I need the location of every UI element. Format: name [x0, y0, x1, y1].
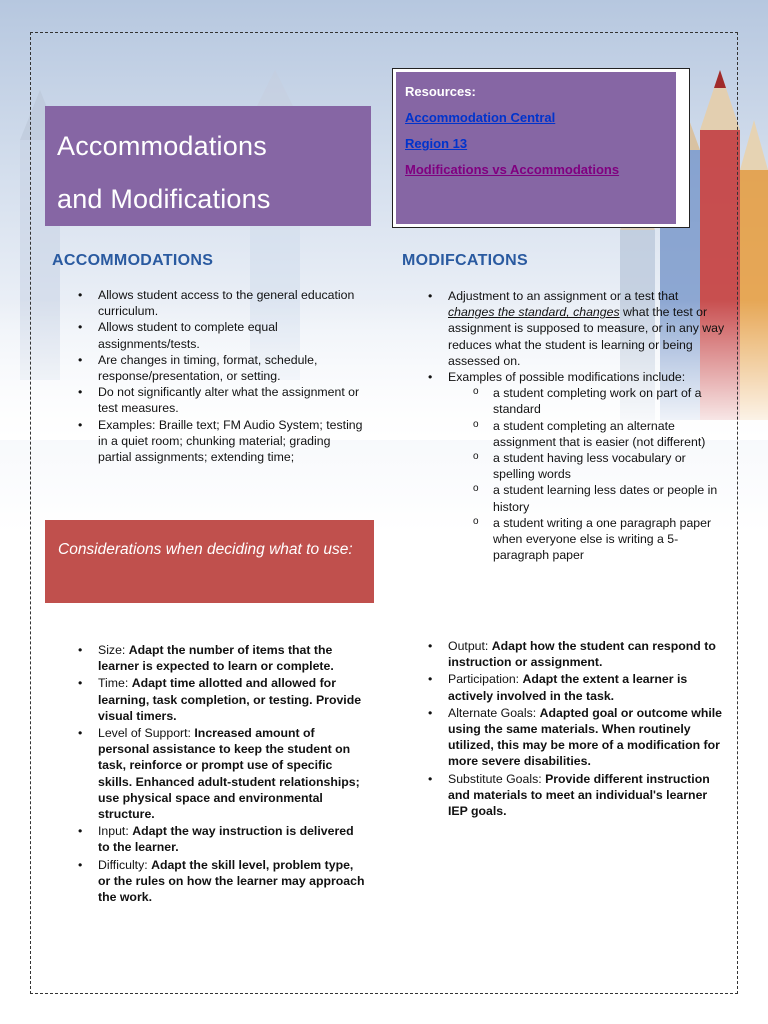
item-text: Adapt how the student can respond to instruction or assignment. — [448, 639, 716, 670]
list-item: • Examples: Braille text; FM Audio System; testing in a quiet room; chunking material; grading partial assignments; extending time; — [76, 417, 366, 466]
item-text: Adapted goal or outcome while using the same materials. When routinely utilized, this may be more of a modification for more severe disabilities. — [448, 705, 723, 769]
resources-list — [405, 84, 680, 188]
list-item — [76, 823, 368, 855]
example-item: o a student writing a one paragraph paper when everyone else is writing a 5-paragraph paper — [471, 515, 726, 564]
considerations-right-list — [426, 638, 722, 820]
link-region-13[interactable]: Region 13 — [405, 136, 468, 151]
link-modifications-vs-accommodations[interactable]: Modifications vs Accommodations — [405, 162, 620, 177]
list-item — [76, 725, 368, 822]
item-label: Level of Support: — [98, 726, 195, 741]
list-item: • Allows student to complete equal assignments/tests. — [76, 319, 366, 351]
mod-item2: Examples of possible modifications include: — [448, 370, 686, 385]
title-line-1: Accommodations — [57, 131, 267, 161]
title-line-2: and Modifications — [57, 184, 271, 214]
mod-item1-emphasis: changes the standard, changes — [448, 305, 620, 320]
list-item — [76, 675, 368, 724]
list-item — [426, 369, 726, 563]
item-label: Substitute Goals: — [448, 771, 546, 786]
considerations-left-list — [76, 642, 368, 906]
modifications-heading: MODIFCATIONS — [402, 252, 528, 269]
accommodations-list — [76, 287, 366, 465]
list-item — [426, 638, 722, 670]
item-text: Adapt the extent a learner is actively involved in the task. — [448, 672, 688, 703]
list-item — [426, 771, 722, 820]
item-text: Adapt the skill level, problem type, or the rules on how the learner may approach the work. — [98, 857, 365, 905]
item-text: Adapt the number of items that the learner is expected to learn or complete. — [98, 643, 334, 674]
link-accommodation-central[interactable]: Accommodation Central — [405, 110, 556, 125]
accommodations-heading: ACCOMMODATIONS — [52, 252, 214, 269]
item-text: Increased amount of personal assistance to keep the student on task, reinforce or prompt use of specific skills. Enhanced adult-student relationships; use physical space and environmental structure. — [98, 726, 360, 822]
page-title — [57, 120, 367, 226]
item-label: Input: — [98, 824, 133, 839]
item-text: Adapt time allotted and allowed for learning, task completion, or testing. Provide visual timers. — [98, 676, 362, 723]
example-item: o a student completing an alternate assignment that is easier (not different) — [471, 418, 726, 450]
example-item: o a student having less vocabulary or spelling words — [471, 450, 726, 482]
item-label: Output: — [448, 639, 492, 653]
considerations-box — [45, 520, 374, 603]
list-item — [76, 857, 368, 906]
item-text: Adapt the way instruction is delivered to the learner. — [98, 824, 354, 855]
list-item: • Are changes in timing, format, schedule, response/presentation, or setting. — [76, 352, 366, 384]
list-item — [426, 288, 726, 369]
example-item: o a student completing work on part of a standard — [471, 385, 726, 417]
list-item — [76, 642, 368, 674]
list-item — [426, 705, 722, 770]
mod-item1-post: what the test or assignment is supposed to measure, or in any way reduces what the student is learning or being assessed on. — [448, 305, 725, 368]
item-text: Provide different instruction and materials to meet an individual's learner IEP goals. — [448, 771, 710, 819]
item-label: Difficulty: — [98, 857, 152, 872]
example-item: o a student learning less dates or people in history — [471, 482, 726, 514]
list-item — [426, 671, 722, 703]
item-label: Participation: — [448, 672, 523, 687]
list-item: • Do not significantly alter what the assignment or test measures. — [76, 384, 366, 416]
resources-heading: Resources: — [405, 84, 476, 99]
item-label: Size: — [98, 643, 129, 657]
considerations-heading: Considerations when deciding what to use: — [58, 541, 353, 558]
modification-examples — [448, 385, 726, 563]
list-item: • Allows student access to the general education curriculum. — [76, 287, 366, 319]
item-label: Time: — [98, 676, 132, 691]
item-label: Alternate Goals: — [448, 705, 540, 720]
modifications-list — [426, 288, 726, 563]
mod-item1-pre: Adjustment to an assignment or a test that — [448, 289, 679, 303]
